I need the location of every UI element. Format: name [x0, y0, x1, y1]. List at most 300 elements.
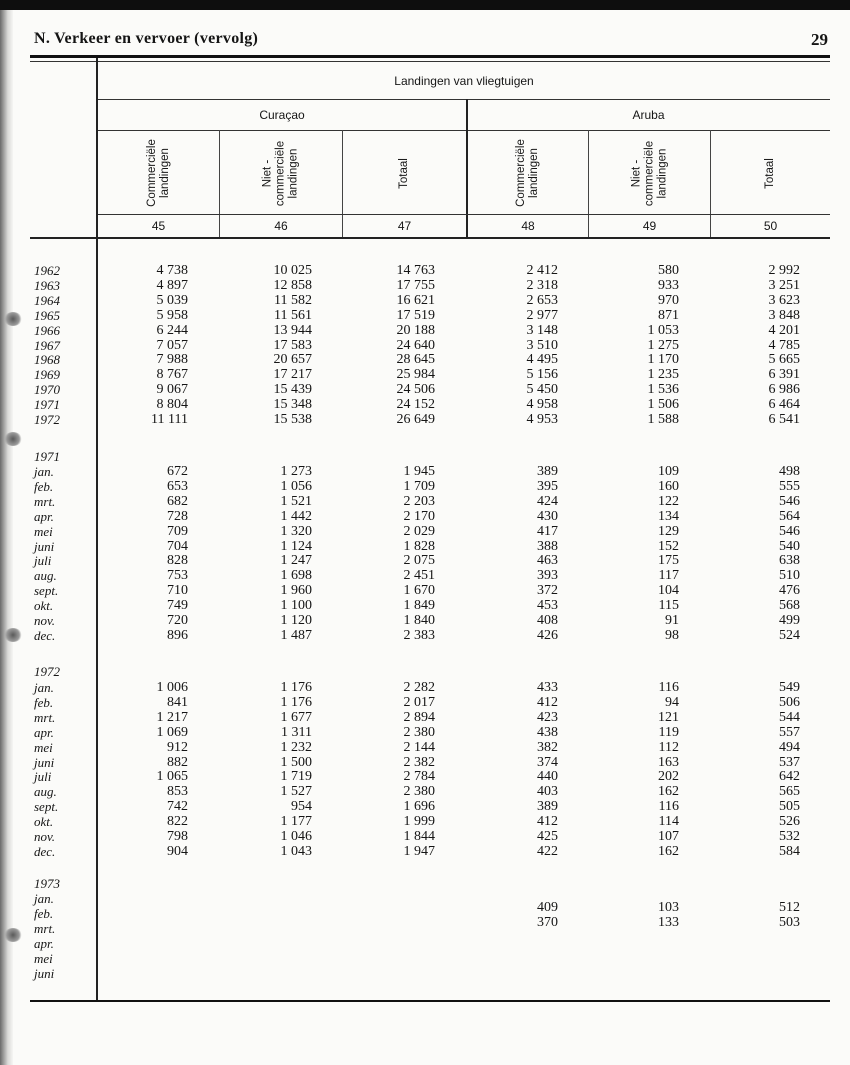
- cell-value: 1 960: [280, 583, 312, 599]
- month-row-1973: [0, 936, 850, 951]
- year-heading: 1972: [34, 664, 60, 679]
- row-label: aug.: [34, 568, 57, 584]
- cell-value: 1 670: [403, 583, 435, 599]
- row-label: aug.: [34, 784, 57, 800]
- cell-value: 408: [537, 613, 558, 628]
- cell-value: 7 988: [156, 352, 188, 368]
- cell-value: 389: [537, 464, 558, 479]
- cell-value: 389: [537, 799, 558, 815]
- row-label: jan.: [34, 680, 54, 695]
- cell-value: 653: [167, 478, 188, 494]
- cell-value: 512: [779, 900, 800, 915]
- cell-value: 12 858: [273, 277, 312, 293]
- cell-value: 463: [537, 553, 558, 569]
- row-label: feb.: [34, 694, 54, 710]
- month-row-1971: [0, 479, 850, 494]
- cell-value: 2 380: [403, 724, 435, 740]
- row-label: 1965: [34, 307, 60, 323]
- cell-value: 1 247: [280, 553, 312, 569]
- row-label: 1970: [34, 382, 60, 398]
- annual-row: [0, 278, 850, 293]
- cell-value: 1 235: [647, 367, 679, 383]
- cell-value: 3 510: [526, 337, 558, 353]
- cell-value: 134: [658, 508, 679, 524]
- cell-value: 5 039: [156, 292, 188, 308]
- row-label: sept.: [34, 583, 59, 599]
- cell-value: 498: [779, 464, 800, 479]
- month-row-1973: [0, 966, 850, 981]
- bottom-rule: [30, 1000, 830, 1002]
- cell-value: 374: [537, 754, 558, 770]
- row-label: mei: [34, 950, 53, 966]
- cell-value: 116: [658, 680, 679, 695]
- cell-value: 709: [167, 523, 188, 539]
- month-row-1972: [0, 829, 850, 844]
- colnum: 49: [642, 219, 657, 233]
- cell-value: 119: [658, 724, 679, 740]
- cell-value: 1 124: [280, 538, 312, 554]
- month-row-1972: [0, 814, 850, 829]
- cell-value: 1 006: [156, 680, 188, 695]
- cell-value: 1 947: [403, 843, 435, 859]
- cell-value: 15 439: [273, 382, 312, 398]
- cell-value: 672: [167, 464, 188, 479]
- header-rule: [98, 130, 830, 131]
- row-label: nov.: [34, 829, 56, 844]
- cell-value: 26 649: [396, 412, 435, 427]
- cell-value: 116: [658, 799, 679, 815]
- cell-value: 104: [658, 583, 679, 599]
- table-title: Landingen van vliegtuigen: [394, 74, 534, 88]
- cell-value: 424: [537, 493, 558, 509]
- cell-value: 4 201: [768, 322, 800, 338]
- row-label: 1967: [34, 337, 60, 353]
- cell-value: 2 380: [403, 784, 435, 800]
- cell-value: 107: [658, 829, 679, 844]
- cell-value: 5 156: [526, 367, 558, 383]
- row-label: juni: [34, 538, 55, 554]
- cell-value: 1 217: [156, 709, 188, 725]
- cell-value: 11 561: [274, 307, 312, 323]
- month-row-1972: [0, 784, 850, 799]
- cell-value: 17 755: [396, 277, 435, 293]
- cell-value: 109: [658, 464, 679, 479]
- scan-top-edge: [0, 0, 850, 10]
- cell-value: 1 176: [280, 694, 312, 710]
- cell-value: 15 348: [273, 397, 312, 413]
- cell-value: 103: [658, 900, 679, 915]
- cell-value: 753: [167, 568, 188, 584]
- group-curacao: Curaçao: [259, 108, 305, 122]
- cell-value: 1 487: [280, 627, 312, 643]
- cell-value: 430: [537, 508, 558, 524]
- cell-value: 933: [658, 277, 679, 293]
- cell-value: 912: [167, 739, 188, 755]
- cell-value: 3 623: [768, 292, 800, 308]
- top-rule-thin: [30, 61, 830, 62]
- cell-value: 544: [779, 709, 800, 725]
- header-rule: [98, 99, 830, 100]
- top-rule: [30, 55, 830, 58]
- colnum: 46: [274, 219, 288, 233]
- cell-value: 505: [779, 799, 800, 815]
- cell-value: 584: [779, 843, 800, 859]
- cell-value: 8 804: [156, 397, 188, 413]
- row-label: 1972: [34, 412, 60, 427]
- cell-value: 904: [167, 843, 188, 859]
- cell-value: 970: [658, 292, 679, 308]
- cell-value: 1 999: [403, 814, 435, 830]
- cell-value: 642: [779, 769, 800, 785]
- cell-value: 24 506: [396, 382, 435, 398]
- colhead-cur-commercial: Commerciële landingen: [145, 139, 171, 207]
- cell-value: 1 100: [280, 598, 312, 614]
- cell-value: 426: [537, 627, 558, 643]
- cell-value: 395: [537, 478, 558, 494]
- cell-value: 422: [537, 843, 558, 859]
- cell-value: 2 203: [403, 493, 435, 509]
- cell-value: 510: [779, 568, 800, 584]
- cell-value: 2 318: [526, 277, 558, 293]
- cell-value: 1 065: [156, 769, 188, 785]
- cell-value: 1 176: [280, 680, 312, 695]
- row-label: mei: [34, 739, 53, 755]
- annual-row: [0, 412, 850, 427]
- cell-value: 370: [537, 914, 558, 930]
- month-row-1971: [0, 494, 850, 509]
- month-row-1972: [0, 769, 850, 784]
- cell-value: 580: [658, 263, 679, 278]
- cell-value: 17 217: [273, 367, 312, 383]
- cell-value: 163: [658, 754, 679, 770]
- cell-value: 382: [537, 739, 558, 755]
- colhead-cur-noncommercial: Niet - commerciële landingen: [261, 140, 300, 206]
- page-number: 29: [811, 30, 828, 49]
- cell-value: 2 282: [403, 680, 435, 695]
- annual-row: [0, 367, 850, 382]
- cell-value: 2 894: [403, 709, 435, 725]
- cell-value: 7 057: [156, 337, 188, 353]
- cell-value: 476: [779, 583, 800, 599]
- cell-value: 2 412: [526, 263, 558, 278]
- month-row-1971: [0, 598, 850, 613]
- cell-value: 5 665: [768, 352, 800, 368]
- cell-value: 882: [167, 754, 188, 770]
- cell-value: 853: [167, 784, 188, 800]
- cell-value: 98: [665, 627, 679, 643]
- month-row-1972: [0, 740, 850, 755]
- cell-value: 828: [167, 553, 188, 569]
- annual-row: [0, 338, 850, 353]
- cell-value: 372: [537, 583, 558, 599]
- cell-value: 133: [658, 914, 679, 930]
- header-bottom-rule: [30, 237, 830, 239]
- cell-value: 1 320: [280, 523, 312, 539]
- cell-value: 6 464: [768, 397, 800, 413]
- cell-value: 5 958: [156, 307, 188, 323]
- month-row-1971: [0, 553, 850, 568]
- cell-value: 2 653: [526, 292, 558, 308]
- month-row-1971: [0, 628, 850, 643]
- cell-value: 2 029: [403, 523, 435, 539]
- cell-value: 1 069: [156, 724, 188, 740]
- cell-value: 417: [537, 523, 558, 539]
- cell-value: 1 677: [280, 709, 312, 725]
- cell-value: 1 698: [280, 568, 312, 584]
- cell-value: 4 953: [526, 412, 558, 427]
- cell-value: 704: [167, 538, 188, 554]
- cell-value: 423: [537, 709, 558, 725]
- cell-value: 1 273: [280, 464, 312, 479]
- cell-value: 129: [658, 523, 679, 539]
- cell-value: 115: [658, 598, 679, 614]
- cell-value: 13 944: [273, 322, 312, 338]
- month-row-1972: [0, 725, 850, 740]
- row-label: juli: [34, 553, 52, 569]
- cell-value: 24 152: [396, 397, 435, 413]
- cell-value: 17 519: [396, 307, 435, 323]
- cell-value: 20 188: [396, 322, 435, 338]
- month-row-1973: [0, 921, 850, 936]
- cell-value: 503: [779, 914, 800, 930]
- row-label: 1964: [34, 292, 60, 308]
- month-row-1971: [0, 583, 850, 598]
- colhead-aru-commercial: Commerciële landingen: [515, 139, 540, 207]
- row-label: 1963: [34, 277, 60, 293]
- cell-value: 3 251: [768, 277, 800, 293]
- month-row-1971: [0, 524, 850, 539]
- colhead-aru-total: Totaal: [764, 157, 776, 189]
- cell-value: 499: [779, 613, 800, 628]
- cell-value: 494: [779, 739, 800, 755]
- cell-value: 1 588: [647, 412, 679, 427]
- cell-value: 2 977: [526, 307, 558, 323]
- cell-value: 1 043: [280, 843, 312, 859]
- cell-value: 6 541: [768, 412, 800, 427]
- cell-value: 393: [537, 568, 558, 584]
- row-label: 1971: [34, 397, 60, 413]
- cell-value: 1 506: [647, 397, 679, 413]
- cell-value: 1 844: [403, 829, 435, 844]
- row-label: mrt.: [34, 493, 56, 509]
- cell-value: 2 170: [403, 508, 435, 524]
- cell-value: 555: [779, 478, 800, 494]
- cell-value: 117: [658, 568, 679, 584]
- cell-value: 2 451: [403, 568, 435, 584]
- cell-value: 1 311: [281, 724, 312, 740]
- cell-value: 1 120: [280, 613, 312, 628]
- cell-value: 1 945: [403, 464, 435, 479]
- row-label: feb.: [34, 478, 54, 494]
- cell-value: 433: [537, 680, 558, 695]
- cell-value: 1 442: [280, 508, 312, 524]
- cell-value: 175: [658, 553, 679, 569]
- row-label: jan.: [34, 464, 54, 479]
- month-row-1971: [0, 509, 850, 524]
- cell-value: 8 767: [156, 367, 188, 383]
- cell-value: 524: [779, 627, 800, 643]
- cell-value: 1 053: [647, 322, 679, 338]
- cell-value: 532: [779, 829, 800, 844]
- cell-value: 1 521: [280, 493, 312, 509]
- cell-value: 1 177: [280, 814, 312, 830]
- cell-value: 896: [167, 627, 188, 643]
- row-label: dec.: [34, 843, 56, 859]
- cell-value: 2 992: [768, 263, 800, 278]
- cell-value: 6 244: [156, 322, 188, 338]
- cell-value: 1 500: [280, 754, 312, 770]
- cell-value: 2 784: [403, 769, 435, 785]
- cell-value: 1 709: [403, 478, 435, 494]
- cell-value: 10 025: [273, 263, 312, 278]
- row-label: 1969: [34, 367, 60, 383]
- cell-value: 822: [167, 814, 188, 830]
- cell-value: 506: [779, 694, 800, 710]
- month-row-1973: [0, 891, 850, 915]
- cell-value: 540: [779, 538, 800, 554]
- cell-value: 720: [167, 613, 188, 628]
- cell-value: 3 148: [526, 322, 558, 338]
- section-title: N. Verkeer en vervoer (vervolg): [34, 30, 259, 47]
- cell-value: 403: [537, 784, 558, 800]
- cell-value: 2 075: [403, 553, 435, 569]
- colhead-cur-total: Totaal: [398, 157, 410, 189]
- cell-value: 453: [537, 598, 558, 614]
- cell-value: 15 538: [273, 412, 312, 427]
- month-row-1972: [0, 799, 850, 814]
- colhead-aru-noncommercial: Niet - commerciële landingen: [630, 140, 668, 206]
- cell-value: 412: [537, 814, 558, 830]
- month-row-1971: [0, 568, 850, 583]
- year-heading: 1973: [34, 876, 60, 891]
- cell-value: 1 719: [280, 769, 312, 785]
- cell-value: 1 056: [280, 478, 312, 494]
- row-label: 1968: [34, 352, 60, 368]
- month-row-1972: [0, 695, 850, 710]
- cell-value: 841: [167, 694, 188, 710]
- cell-value: 17 583: [273, 337, 312, 353]
- colnum: 50: [763, 219, 778, 233]
- cell-value: 710: [167, 583, 188, 599]
- cell-value: 1 275: [647, 337, 679, 353]
- cell-value: 3 848: [768, 307, 800, 323]
- row-label: 1962: [34, 263, 60, 278]
- month-row-1971: [0, 464, 850, 479]
- row-label: okt.: [34, 598, 54, 614]
- cell-value: 565: [779, 784, 800, 800]
- row-label: jan.: [34, 891, 54, 906]
- month-row-1971: [0, 539, 850, 554]
- cell-value: 549: [779, 680, 800, 695]
- cell-value: 6 391: [768, 367, 800, 383]
- colnum: 47: [397, 219, 412, 233]
- cell-value: 152: [658, 538, 679, 554]
- colnum: 45: [151, 219, 166, 233]
- row-label: juni: [34, 965, 55, 981]
- cell-value: 1 828: [403, 538, 435, 554]
- binder-hole: [4, 432, 22, 446]
- cell-value: 440: [537, 769, 558, 785]
- cell-value: 202: [658, 769, 679, 785]
- row-label: okt.: [34, 814, 54, 830]
- cell-value: 4 495: [526, 352, 558, 368]
- annual-row: [0, 352, 850, 367]
- month-row-1972: [0, 710, 850, 725]
- cell-value: 871: [658, 307, 679, 323]
- cell-value: 728: [167, 508, 188, 524]
- cell-value: 14 763: [396, 263, 435, 278]
- cell-value: 1 696: [403, 799, 435, 815]
- cell-value: 114: [658, 814, 679, 830]
- cell-value: 568: [779, 598, 800, 614]
- cell-value: 798: [167, 829, 188, 844]
- cell-value: 1 232: [280, 739, 312, 755]
- cell-value: 742: [167, 799, 188, 815]
- row-label: sept.: [34, 799, 59, 815]
- cell-value: 4 738: [156, 263, 188, 278]
- row-label: mrt.: [34, 920, 56, 936]
- cell-value: 1 170: [647, 352, 679, 368]
- cell-value: 162: [658, 784, 679, 800]
- cell-value: 749: [167, 598, 188, 614]
- annual-row: [0, 293, 850, 308]
- cell-value: 1 527: [280, 784, 312, 800]
- month-row-1972: [0, 755, 850, 770]
- cell-value: 564: [779, 508, 800, 524]
- row-label: juni: [34, 754, 55, 770]
- cell-value: 162: [658, 843, 679, 859]
- cell-value: 412: [537, 694, 558, 710]
- row-label: mrt.: [34, 709, 56, 725]
- cell-value: 11 111: [151, 412, 188, 427]
- row-label: apr.: [34, 935, 54, 951]
- cell-value: 94: [665, 694, 679, 710]
- cell-value: 425: [537, 829, 558, 844]
- row-label: 1966: [34, 322, 60, 338]
- row-label: apr.: [34, 724, 54, 740]
- cell-value: 91: [665, 613, 679, 628]
- row-label: juli: [34, 769, 52, 785]
- cell-value: 954: [291, 799, 312, 815]
- cell-value: 122: [658, 493, 679, 509]
- row-label: feb.: [34, 905, 54, 921]
- cell-value: 1 046: [280, 829, 312, 844]
- row-label: dec.: [34, 627, 56, 643]
- cell-value: 20 657: [273, 352, 312, 368]
- cell-value: 4 785: [768, 337, 800, 353]
- annual-row: [0, 397, 850, 412]
- annual-row: [0, 308, 850, 323]
- group-aruba: Aruba: [632, 108, 665, 122]
- cell-value: 409: [537, 900, 558, 915]
- annual-row: [0, 263, 850, 278]
- cell-value: 6 986: [768, 382, 800, 398]
- year-heading: 1971: [34, 449, 60, 464]
- cell-value: 112: [658, 739, 679, 755]
- cell-value: 16 621: [396, 292, 435, 308]
- cell-value: 25 984: [396, 367, 435, 383]
- cell-value: 2 144: [403, 739, 435, 755]
- cell-value: 121: [658, 709, 679, 725]
- cell-value: 2 017: [403, 694, 435, 710]
- cell-value: 388: [537, 538, 558, 554]
- month-row-1971: [0, 613, 850, 628]
- month-row-1972: [0, 844, 850, 859]
- colnum: 48: [521, 219, 535, 233]
- cell-value: 5 450: [526, 382, 558, 398]
- annual-row: [0, 382, 850, 397]
- cell-value: 537: [779, 754, 800, 770]
